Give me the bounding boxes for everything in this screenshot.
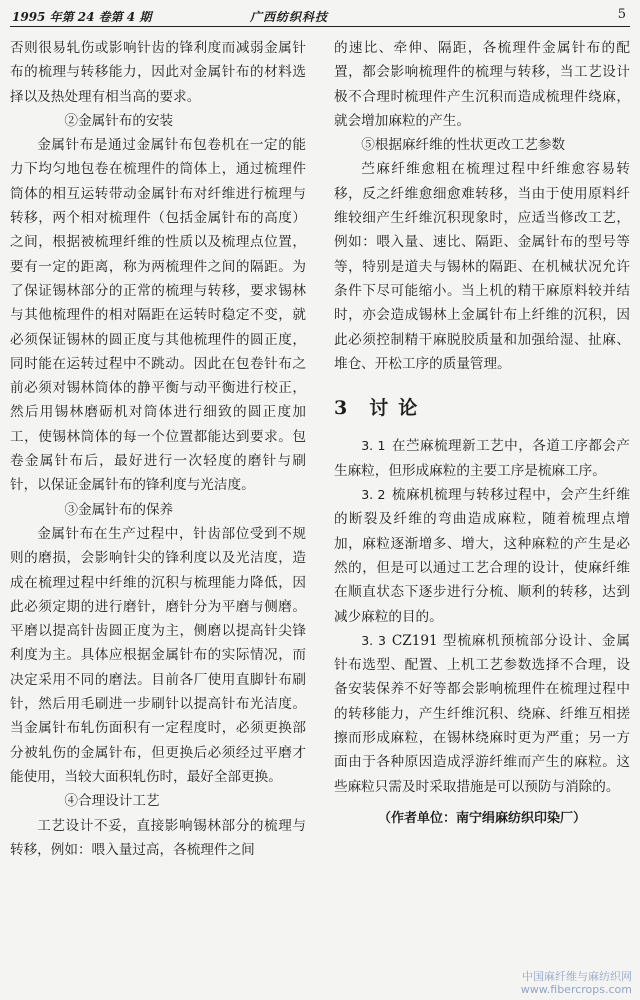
paragraph: 工艺设计不妥，直接影响锡林部分的梳理与转移，例如：喂入量过高，各梳理件之间 — [10, 817, 306, 858]
item-text: 梳麻机梳理与转移过程中，会产生纤维的断裂及纤维的弯曲造成麻粒，随着梳理点增加，麻粒逐渐增多、增大，这种麻粒的产生是必然的，但是可以通过工艺合理的设计，使麻纤维在顺直状态下逐步进行分梳、顺利的转移，达到减少麻粒的目的。 — [334, 487, 630, 625]
section-heading — [334, 396, 630, 420]
item-number: 3. 2 — [361, 487, 386, 503]
paragraph: 的速比、牵伸、隔距，各梳理件金属针布的配置，都会影响梳理件的梳理与转移，当工艺设计极不合理时梳理件产生沉积而造成梳理件绕麻，就会增加麻粒的产生。 — [334, 40, 630, 129]
paragraph: 金属针布是通过金属针布包卷机在一定的能力下均匀地包卷在梳理件的筒体上，通过梳理件筒体的相互运转带动金属针布对纤维进行梳理与转移，两个相对梳理件（包括金属针布的高度）之间，根据被梳理纤维的性质以及梳理点位置，要有一定的距离，称为两梳理件之间的隔距。为了保证锡林部分的正常的梳理与转移，要求锡林与其他梳理件的相对隔距在运转时稳定不变，就必须保证锡林的圆正度与其他梳理件的圆正度，同时能在运转过程中不跳动。因此在包卷针布之前必须对锡林筒体的静平衡与动平衡进行校正，然后用锡林磨砺机对筒体进行细致的圆正度加工，使锡林筒体的每一个位置都能达到要求。包卷金属针布后，最好进行一次轻度的磨针与刷针，以保证金属针布的锋利度与光洁度。 — [10, 137, 306, 494]
subsection-heading: ③金属针布的保养 — [64, 501, 174, 518]
left-column — [10, 36, 306, 862]
journal-issue: 1995 年第 24 卷第 4 期 — [12, 10, 152, 24]
item-number: 3. 3 — [361, 632, 386, 648]
site-watermark — [521, 970, 632, 996]
paragraph: 苎麻纤维愈粗在梳理过程中纤维愈容易转移，反之纤维愈细愈难转移，当由于使用原料纤维较细产生纤维沉积现象时，应适当修改工艺，例如：喂入量、速比、隔距、金属针布的型号等等，特别是道夫与锡林的隔距、在机械状况允许条件下尽可能缩小。当上机的精干麻原料较并结时，亦会造成锡林上金属针布上纤维的沉积，因此必须控制精干麻脱胶质量和加强给湿、扯麻、堆仓、开松工序的质量管理。 — [334, 161, 630, 372]
page-header — [10, 4, 630, 27]
watermark-url: www.fibercrops.com — [520, 983, 632, 996]
subsection-heading: ⑤根据麻纤维的性状更改工艺参数 — [361, 137, 566, 154]
list-item — [334, 629, 630, 799]
section-number: 3 — [334, 397, 348, 420]
paragraph: 金属针布在生产过程中，针齿部位受到不规则的磨损，会影响针尖的锋利度以及光洁度，造成在梳理过程中纤维的沉积与梳理能力降低，因此必须定期的进行磨针，磨针分为平磨与侧磨。平磨以提高针齿圆正度为主，侧磨以提高针尖锋利度为主。具体应根据金属针布的实际情况，而决定采用不同的磨法。目前各厂使用直脚针布刷针，然后用毛刷进一步刷针以提高针布光洁度。当金属针布轧伤面积有一定程度时，必须更换部分被轧伤的金属针布，但更换后必须经过平磨才能使用，当较大面积轧伤时，最好全部更换。 — [10, 525, 306, 785]
subsection-heading: ④合理设计工艺 — [64, 793, 160, 810]
list-item — [334, 483, 630, 629]
paragraph: 否则很易轧伤或影响针齿的锋利度而减弱金属针布的梳理与转移能力，因此对金属针布的材料选择以及热处理有相当高的要求。 — [10, 40, 306, 105]
author-affiliation: （作者单位：南宁绢麻纺织印染厂） — [377, 810, 586, 826]
item-number: 3. 1 — [361, 438, 386, 454]
watermark-site-name: 中国麻纤维与麻纺织网 — [522, 970, 632, 983]
section-title: 讨论 — [369, 397, 428, 420]
item-text: 在苎麻梳理新工艺中，各道工序都会产生麻粒，但形成麻粒的主要工序是梳麻工序。 — [334, 438, 630, 479]
journal-title: 广西纺织科技 — [250, 10, 329, 24]
page-number: 5 — [617, 7, 626, 22]
item-text: CZ191 型梳麻机预梳部分设计、金属针布选型、配置、上机工艺参数选择不合理，设备安装保养不好等都会影响梳理件在梳理过程中的转移能力，产生纤维沉积、绕麻、纤维互相搓擦而形成麻粒，在锡林绕麻时更为严重；另一方面由于各种原因造成浮游纤维而产生的麻粒。这些麻粒只需及时采取措施是可以预防与消除的。 — [334, 632, 630, 795]
right-column — [334, 36, 630, 831]
list-item — [334, 434, 630, 483]
subsection-heading: ②金属针布的安装 — [64, 112, 174, 129]
